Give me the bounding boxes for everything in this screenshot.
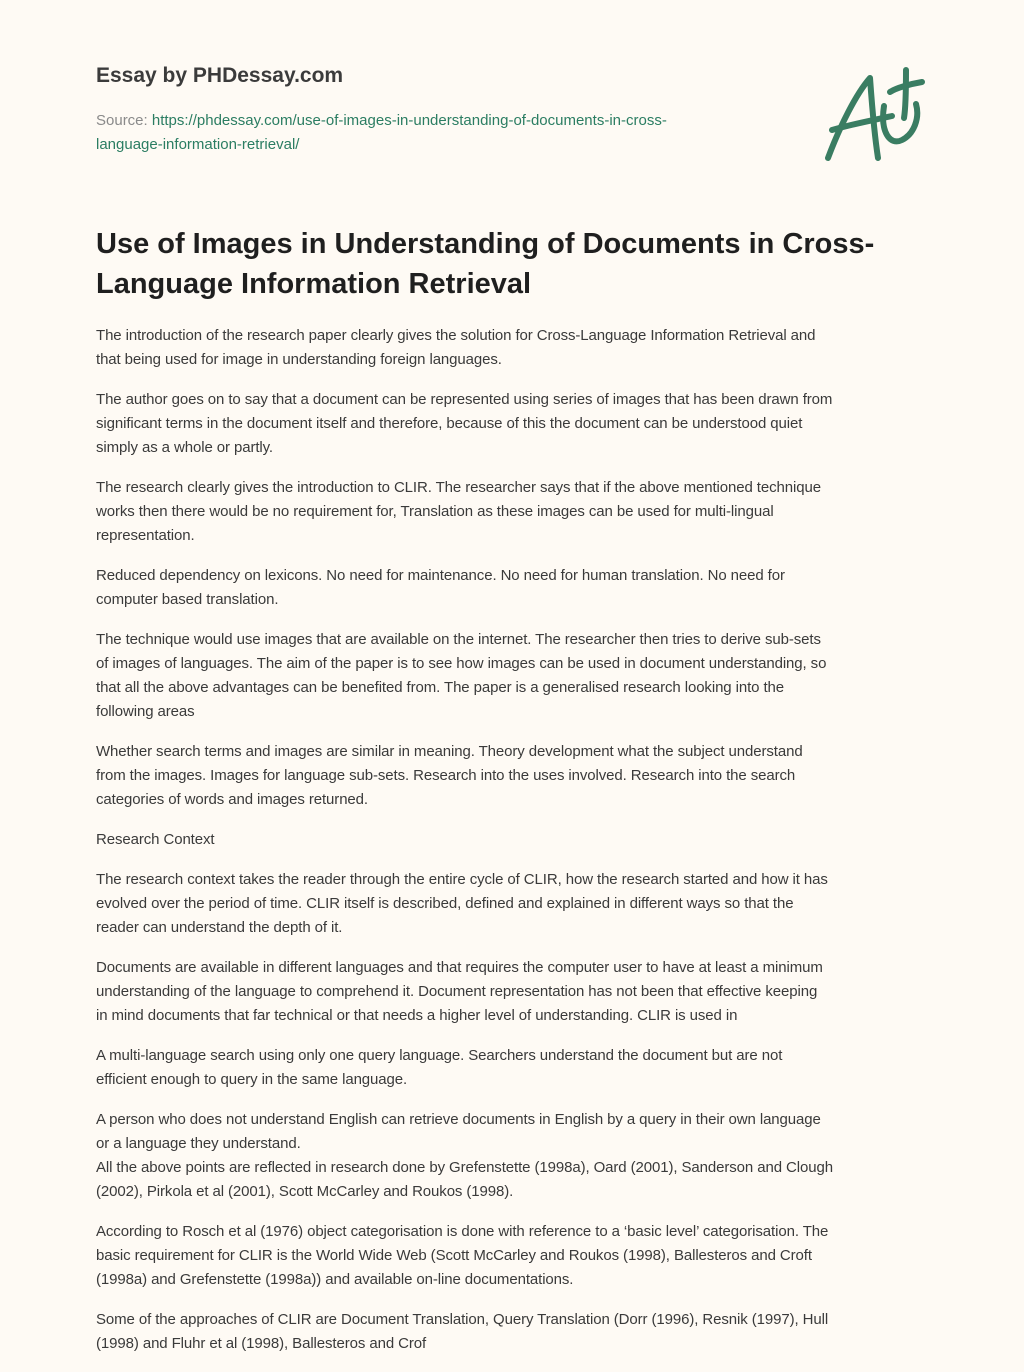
essay-paragraph [96, 388, 946, 460]
paragraph-line: Reduced dependency on lexicons. No need for maintenance. No need for human translation. No need for [96, 567, 785, 584]
source-label: Source: [96, 112, 152, 129]
paragraph-line: (2002), Pirkola et al (2001), Scott McCarley and Roukos (1998). [96, 1183, 514, 1200]
paragraph-line: The introduction of the research paper clearly gives the solution for Cross-Language Information Retrieval and [96, 327, 816, 344]
source-link[interactable]: https://phdessay.com/use-of-images-in-understanding-of-documents-in-cross- language-information-retrieval/ [96, 112, 667, 153]
paragraph-line: that all the above advantages can be benefited from. The paper is a generalised research looking into the [96, 679, 785, 696]
paragraph-line: A person who does not understand English can retrieve documents in English by a query in their own language [96, 1111, 821, 1128]
paragraph-line: evolved over the period of time. CLIR itself is described, defined and explained in different ways so that the [96, 895, 794, 912]
essay-paragraph [96, 956, 946, 1028]
paragraph-line: Whether search terms and images are similar in meaning. Theory development what the subject understand [96, 743, 803, 760]
paragraph-line: categories of words and images returned. [96, 791, 368, 808]
paragraph-line: representation. [96, 527, 195, 544]
paragraph-line: (1998) and Fluhr et al (1998), Ballesteros and Crof [96, 1335, 427, 1352]
paragraph-line: The author goes on to say that a document can be represented using series of images that has been drawn from [96, 391, 833, 408]
paragraph-line: in mind documents that far technical or that needs a higher level of understanding. CLIR is used in [96, 1007, 738, 1024]
paragraph-line: works then there would be no requirement for, Translation as these images can be used for multi-lingual [96, 503, 774, 520]
a-plus-logo-icon [818, 66, 930, 166]
site-brand: Essay by PHDessay.com [96, 64, 344, 87]
source-citation [96, 109, 667, 157]
essay-paragraph [96, 628, 946, 724]
paragraph-line: understanding of the language to comprehend it. Document representation has not been that effective keeping [96, 983, 818, 1000]
essay-paragraph [96, 740, 946, 812]
page-title: Use of Images in Understanding of Documents in Cross- Language Information Retrieval [96, 228, 875, 300]
essay-paragraph [96, 324, 946, 372]
paragraph-line: The research clearly gives the introduction to CLIR. The researcher says that if the above mentioned technique [96, 479, 821, 496]
essay-paragraph [96, 1308, 946, 1356]
paragraph-line: The research context takes the reader through the entire cycle of CLIR, how the research started and how it has [96, 871, 828, 888]
paragraph-line: that being used for image in understanding foreign languages. [96, 351, 502, 368]
paragraph-line: According to Rosch et al (1976) object categorisation is done with reference to a ‘basic level’ categorisation. The [96, 1223, 829, 1240]
paragraph-line: basic requirement for CLIR is the World Wide Web (Scott McCarley and Roukos (1998), Ballesteros and Croft [96, 1247, 812, 1264]
section-heading [96, 828, 946, 852]
paragraph-line: computer based translation. [96, 591, 279, 608]
paragraph-line: (1998a) and Grefenstette (1998a)) and available on-line documentations. [96, 1271, 574, 1288]
paragraph-line: simply as a whole or partly. [96, 439, 273, 456]
essay-paragraph [96, 1220, 946, 1292]
paragraph-line: reader can understand the depth of it. [96, 919, 343, 936]
paragraph-line: of images of languages. The aim of the paper is to see how images can be used in document understanding, so [96, 655, 827, 672]
essay-paragraph [96, 564, 946, 612]
paragraph-line: significant terms in the document itself and therefore, because of this the document can be understood quiet [96, 415, 803, 432]
paragraph-line: following areas [96, 703, 195, 720]
essay-paragraph [96, 476, 946, 548]
paragraph-line: efficient enough to query in the same language. [96, 1071, 408, 1088]
paragraph-line: The technique would use images that are available on the internet. The researcher then tries to derive sub-sets [96, 631, 821, 648]
paragraph-line: or a language they understand. [96, 1135, 301, 1152]
essay-paragraph [96, 1108, 946, 1204]
essay-body [96, 324, 946, 1372]
paragraph-line: Documents are available in different languages and that requires the computer user to have at least a minimum [96, 959, 823, 976]
essay-paragraph [96, 868, 946, 940]
paragraph-line: from the images. Images for language sub-sets. Research into the uses involved. Research into the search [96, 767, 796, 784]
paragraph-line: A multi-language search using only one query language. Searchers understand the document but are not [96, 1047, 783, 1064]
paragraph-line: Some of the approaches of CLIR are Document Translation, Query Translation (Dorr (1996), Resnik (1997), Hull [96, 1311, 829, 1328]
paragraph-line: Research Context [96, 831, 215, 848]
paragraph-line: All the above points are reflected in research done by Grefenstette (1998a), Oard (2001), Sanderson and Clough [96, 1159, 833, 1176]
essay-paragraph [96, 1044, 946, 1092]
